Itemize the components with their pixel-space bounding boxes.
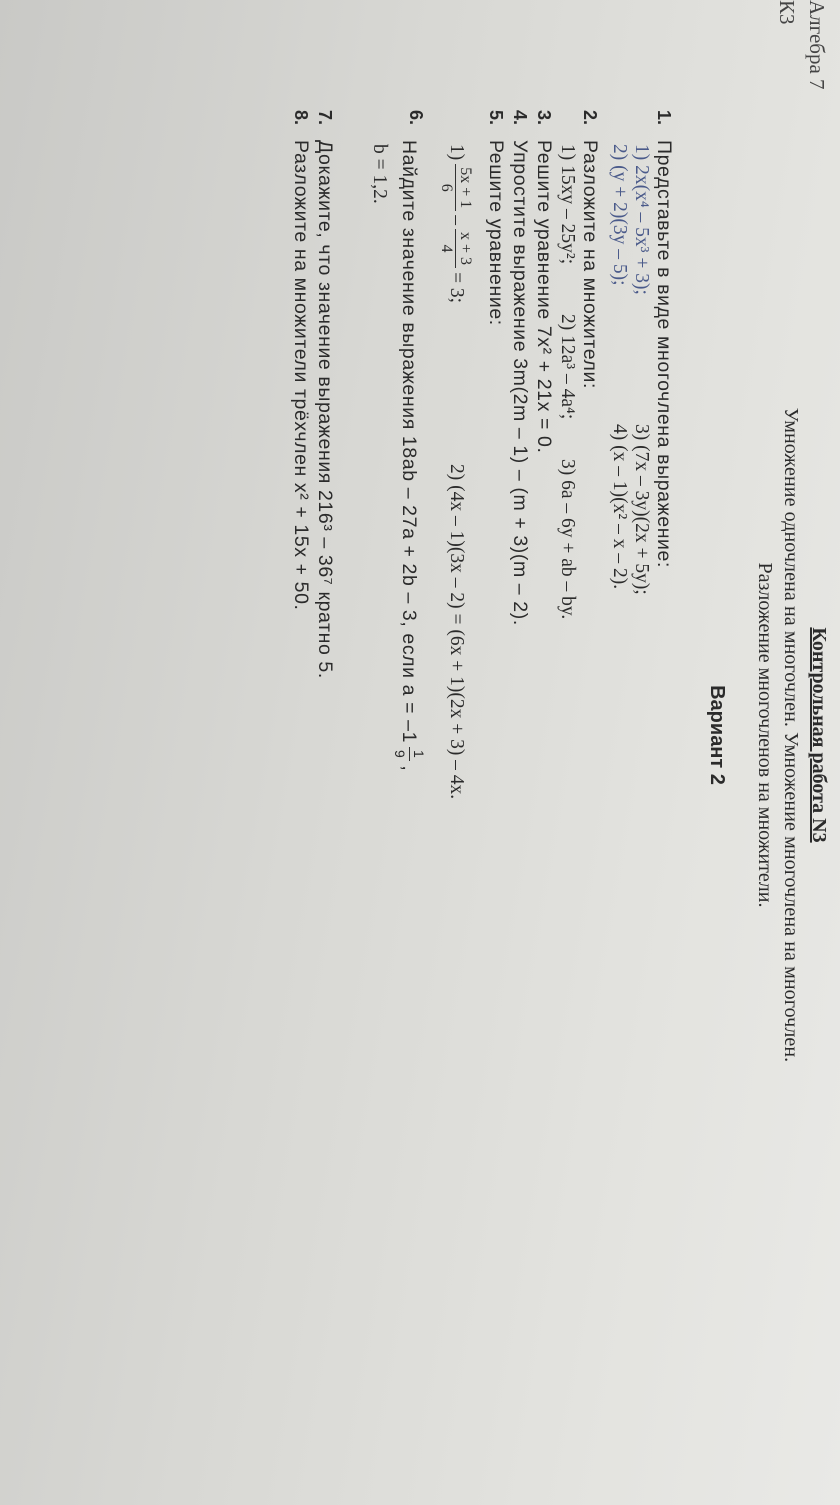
equation-2: 2) (4x – 1)(3x – 2) = (6x + 1)(2x + 3) – 4x. (446, 464, 467, 800)
task-text-line (391, 140, 428, 1450)
page-title: Контрольная работа N3 (808, 627, 830, 843)
fraction (438, 164, 475, 211)
task-number: 7. (315, 110, 335, 126)
subtitle-line-1: Умножение одночлена на многочлен. Умножение многочлена на многочлен. (780, 407, 802, 1063)
task-item: 3) (7x – 3y)(2x + 5y); (631, 424, 652, 595)
code-label: К3 (775, 0, 799, 25)
task-5 (428, 110, 508, 1450)
task-text-line-2: b = 1,2. (369, 144, 390, 204)
task-number: 4. (510, 110, 530, 126)
variant-label: Вариант 2 (706, 685, 728, 785)
task-text: Докажите, что значение выражения 216³ – 36⁷ кратно 5. (314, 140, 336, 679)
tasks-list (289, 110, 676, 1450)
task-number: 8. (291, 110, 311, 126)
task-4 (508, 110, 532, 1450)
task-number: 3. (534, 110, 554, 126)
title-block (705, 190, 832, 1280)
task-number: 5. (486, 110, 506, 126)
task-text: Разложите на множители трёхчлен x² + 15x + 50. (290, 140, 312, 611)
fraction (391, 747, 428, 761)
fraction-numerator: 1 (409, 747, 428, 761)
equation-tail: = 3; (446, 272, 467, 304)
task-text-tail: , (398, 765, 421, 772)
task-item: 2) (y + 2)(3y – 5); (609, 144, 630, 286)
subject-label: Алгебра 7 (805, 0, 829, 90)
task-text: Упростите выражение 3m(2m – 1) – (m + 3)(m – 2). (509, 140, 531, 626)
task-items-row (556, 140, 578, 1450)
task-text: Решите уравнение 7x² + 21x = 0. (533, 140, 555, 454)
task-text: Представьте в виде многочлена выражение: (653, 140, 675, 569)
equations-row (428, 140, 484, 1450)
task-6 (367, 110, 428, 1450)
task-items-row-2 (608, 140, 630, 1450)
task-number: 6. (406, 110, 426, 126)
fraction-denominator: 9 (392, 750, 408, 759)
equation-prefix: 1) (446, 144, 467, 161)
task-text: Найдите значение выражения 18ab – 27a + 2b – 3, если a = –1 (398, 140, 421, 744)
fraction-numerator: 5x + 1 (456, 164, 475, 211)
fraction-numerator: x + 3 (456, 229, 475, 268)
task-items-row-1 (630, 140, 652, 1450)
task-item: 4) (x – 1)(x² – x – 2). (609, 424, 630, 590)
task-1 (608, 110, 676, 1450)
fraction (438, 229, 475, 268)
fraction-denominator: 4 (438, 244, 456, 253)
fraction-denominator: 6 (438, 183, 456, 192)
task-8 (289, 110, 313, 1450)
task-number: 1. (654, 110, 674, 126)
task-item: 2) 12a³ – 4a⁴; (557, 314, 578, 420)
mixed-fraction (391, 743, 428, 765)
task-text: Решите уравнение: (485, 140, 507, 326)
equation-1 (438, 140, 475, 464)
subtitle-line-2: Разложение многочленов на множители. (754, 562, 776, 908)
task-number: 2. (580, 110, 600, 126)
task-3 (532, 110, 556, 1450)
task-2 (556, 110, 602, 1450)
task-item: 3) 6a – 6y + ab – by. (557, 459, 578, 620)
task-item: 1) 2x(x⁴ – 5x³ + 3); (631, 144, 652, 295)
task-text: Разложите на множители: (579, 140, 601, 390)
task-item: 1) 15xy – 25y²; (557, 144, 578, 265)
minus-sign: – (446, 215, 467, 226)
task-7 (313, 110, 337, 1450)
header-left (772, 0, 832, 90)
